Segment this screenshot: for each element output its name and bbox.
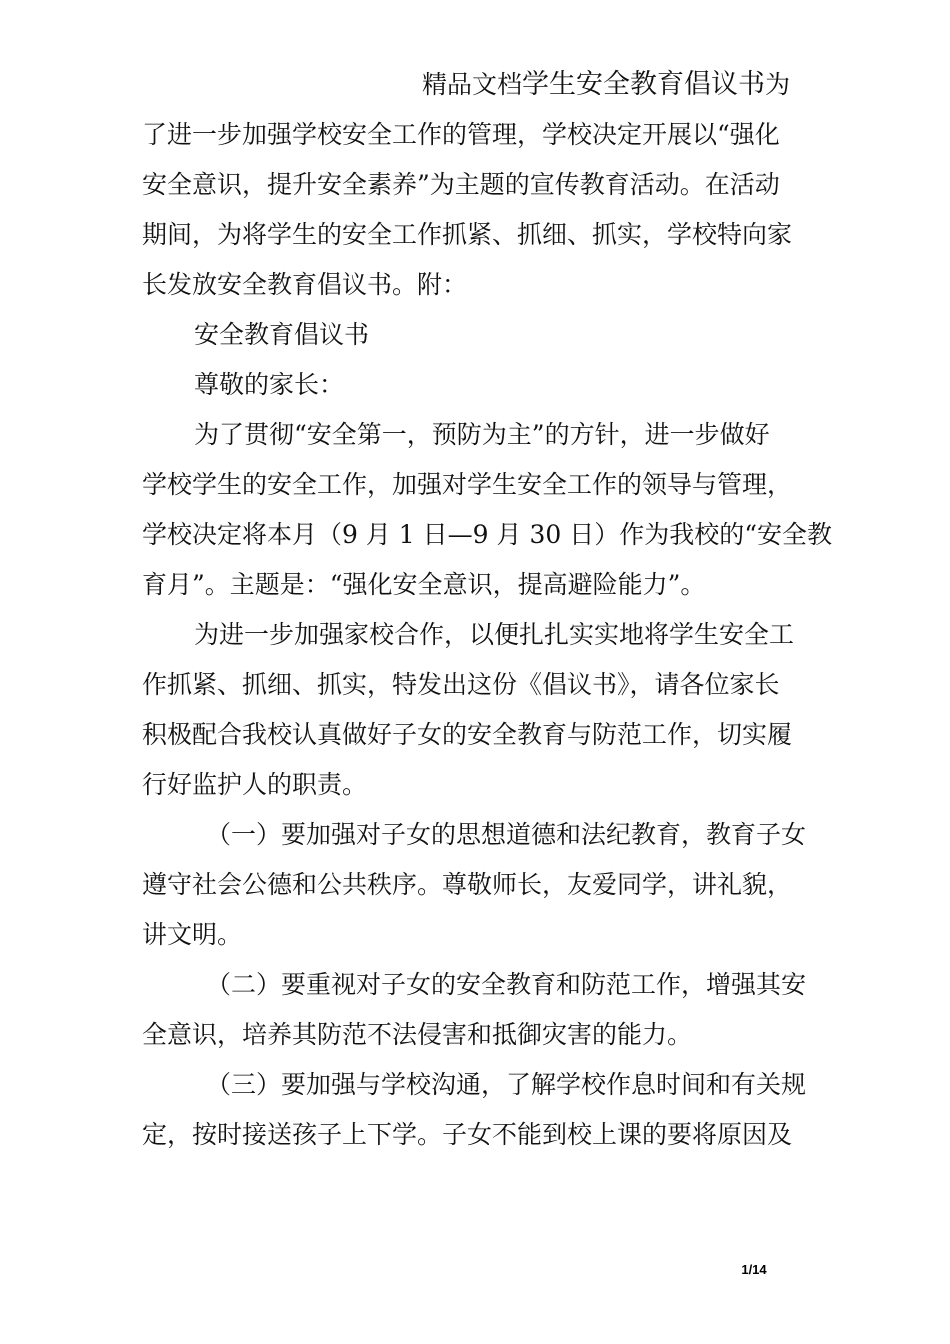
body-line: 为进一步加强家校合作，以便扎扎实实地将学生安全工 <box>194 620 795 649</box>
body-line: 全意识，培养其防范不法侵害和抵御灾害的能力。 <box>142 1020 693 1049</box>
body-line: 学校学生的安全工作，加强对学生安全工作的领导与管理， <box>142 470 793 499</box>
salutation: 尊敬的家长： <box>194 370 345 399</box>
list-item-1: （一）要加强对子女的思想道德和法纪教育，教育子女 <box>206 820 807 849</box>
body-line: 作抓紧、抓细、抓实，特发出这份《倡议书》，请各位家长 <box>142 670 780 699</box>
body-line: 讲文明。 <box>142 920 243 949</box>
body-line: 行好监护人的职责。 <box>142 770 368 799</box>
body-line: 学校决定将本月（9 月 1 日—9 月 30 日）作为我校的“安全教 <box>142 520 832 549</box>
body-line: 育月”。主题是：“强化安全意识，提高避险能力”。 <box>142 570 706 599</box>
list-item-2: （二）要重视对子女的安全教育和防范工作，增强其安 <box>206 970 807 999</box>
body-line: 期间，为将学生的安全工作抓紧、抓细、抓实，学校特向家 <box>142 220 793 249</box>
body-line: 为了贯彻“安全第一，预防为主”的方针，进一步做好 <box>194 420 770 449</box>
section-heading: 安全教育倡议书 <box>194 320 370 349</box>
body-line: 长发放安全教育倡议书。附： <box>142 270 468 299</box>
document-body <box>142 60 832 1160</box>
list-item-3: （三）要加强与学校沟通，了解学校作息时间和有关规 <box>206 1070 807 1099</box>
page-number: 1/14 <box>741 1262 767 1277</box>
body-line: 了进一步加强学校安全工作的管理，学校决定开展以“强化 <box>142 120 780 149</box>
body-line: 安全意识，提升安全素养”为主题的宣传教育活动。在活动 <box>142 170 780 199</box>
header-line <box>142 60 832 110</box>
body-line: 遵守社会公德和公共秩序。尊敬师长，友爱同学，讲礼貌， <box>142 870 793 899</box>
document-title: 学生安全教育倡议书 <box>522 69 766 100</box>
header-tag: 精品文档 <box>422 70 523 99</box>
body-line: 积极配合我校认真做好子女的安全教育与防范工作，切实履 <box>142 720 793 749</box>
body-line: 定，按时接送孩子上下学。子女不能到校上课的要将原因及 <box>142 1120 793 1149</box>
header-tail-text: 为 <box>765 70 791 99</box>
